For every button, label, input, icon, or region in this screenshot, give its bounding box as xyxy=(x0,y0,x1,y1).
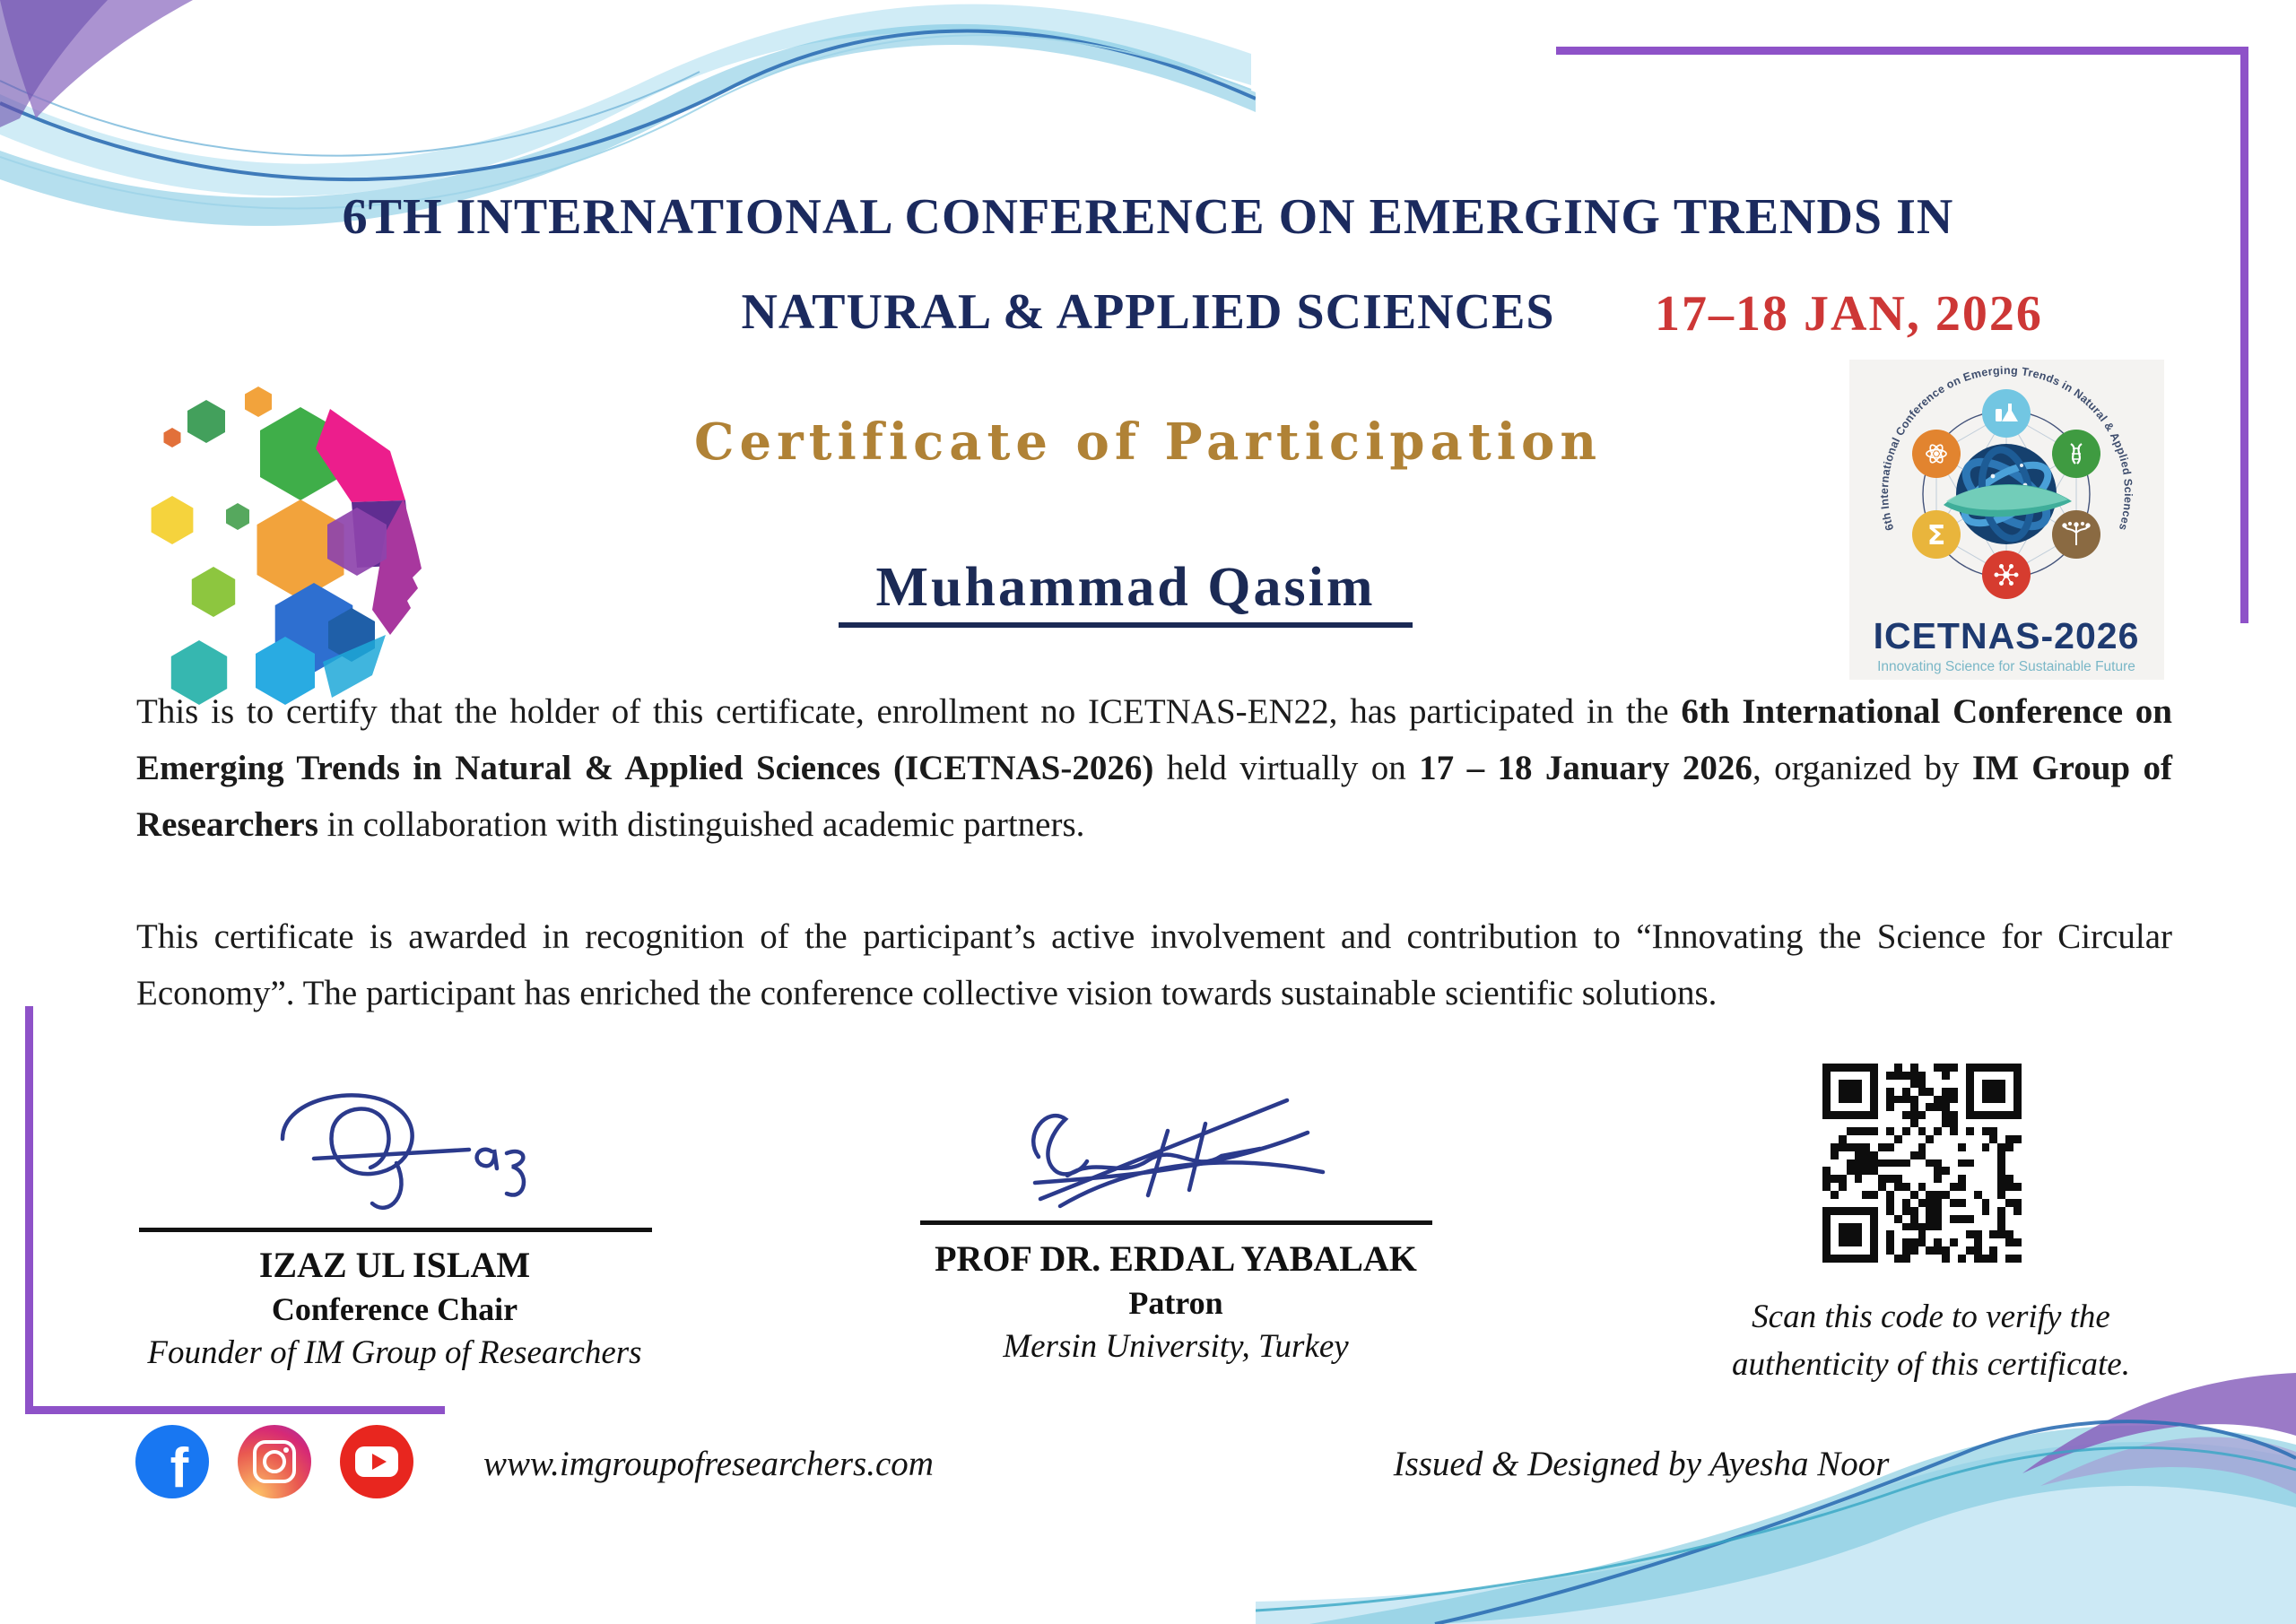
signatory-affiliation-middle: Mersin University, Turkey xyxy=(1003,1328,1349,1365)
emblem-name: ICETNAS-2026 xyxy=(1873,615,2140,656)
certificate-heading: Certificate of Participation xyxy=(693,413,1603,472)
border-accent-bottom-left-vertical xyxy=(25,1006,33,1414)
border-accent-bottom-left-horizontal xyxy=(25,1406,445,1414)
instagram-icon[interactable] xyxy=(238,1425,311,1498)
social-icons xyxy=(135,1424,414,1499)
recipient-name-underline xyxy=(839,622,1413,628)
signatory-role-left: Conference Chair xyxy=(271,1291,518,1327)
designer-credit: Issued & Designed by Ayesha Noor xyxy=(1393,1445,1890,1483)
recipient-name: Muhammad Qasim xyxy=(875,557,1376,618)
qr-caption-line1: Scan this code to verify the xyxy=(1752,1298,2110,1335)
signatory-name-middle: PROF DR. ERDAL YABALAK xyxy=(935,1238,1417,1279)
signature-patron xyxy=(978,1072,1354,1229)
signature-line-left xyxy=(139,1228,652,1232)
svg-text:f: f xyxy=(170,1437,189,1499)
signatory-name-left: IZAZ UL ISLAM xyxy=(258,1245,531,1285)
qr-caption xyxy=(1729,1293,2133,1388)
website-url: www.imgroupofresearchers.com xyxy=(483,1445,934,1483)
recognition-paragraph: This certificate is awarded in recognition of the participant’s active involvement and contribution to “Innovating the Science for Circular Economy”. The participant has enriched the conference collective vision towards sustainable scientific solutions. xyxy=(136,917,2172,1012)
facebook-icon[interactable] xyxy=(135,1425,209,1499)
signatory-affiliation-left: Founder of IM Group of Researchers xyxy=(147,1334,642,1371)
conference-title-line2: NATURAL & APPLIED SCIENCES xyxy=(741,284,1555,340)
icetnas-emblem xyxy=(1849,360,2164,680)
signatory-role-middle: Patron xyxy=(1128,1285,1223,1321)
qr-caption-line2: authenticity of this certificate. xyxy=(1732,1346,2130,1383)
icetnas-emblem-box xyxy=(1849,360,2164,680)
certification-paragraph: This is to certify that the holder of this certificate, enrollment no ICETNAS-EN22, has participated in the 6th International Conference on Emerging Trends in Natural & Applied Sciences (ICETNAS-2026) held virtually on 17 – 18 January 2026, organized by IM Group of Researchers in collaboration with distinguished academic partners. xyxy=(136,692,2172,844)
decorative-wave-bottom-right xyxy=(1256,1373,2296,1624)
signature-line-middle xyxy=(920,1220,1432,1225)
border-accent-top-right-horizontal xyxy=(1556,47,2248,55)
recipient-name-block xyxy=(812,558,1439,628)
conference-title-line1: 6TH INTERNATIONAL CONFERENCE ON EMERGING TRENDS IN xyxy=(342,189,1954,245)
emblem-tagline: Innovating Science for Sustainable Future xyxy=(1877,659,2135,674)
emblem-ring-text: 6th International Conference on Emerging Trends in Natural & Applied Sciences xyxy=(1877,364,2135,533)
conference-date: 17–18 JAN, 2026 xyxy=(1655,286,2043,342)
qr-code xyxy=(1822,1064,2022,1263)
sigma-icon: Σ xyxy=(1926,520,1946,551)
signature-conference-chair xyxy=(229,1076,570,1229)
